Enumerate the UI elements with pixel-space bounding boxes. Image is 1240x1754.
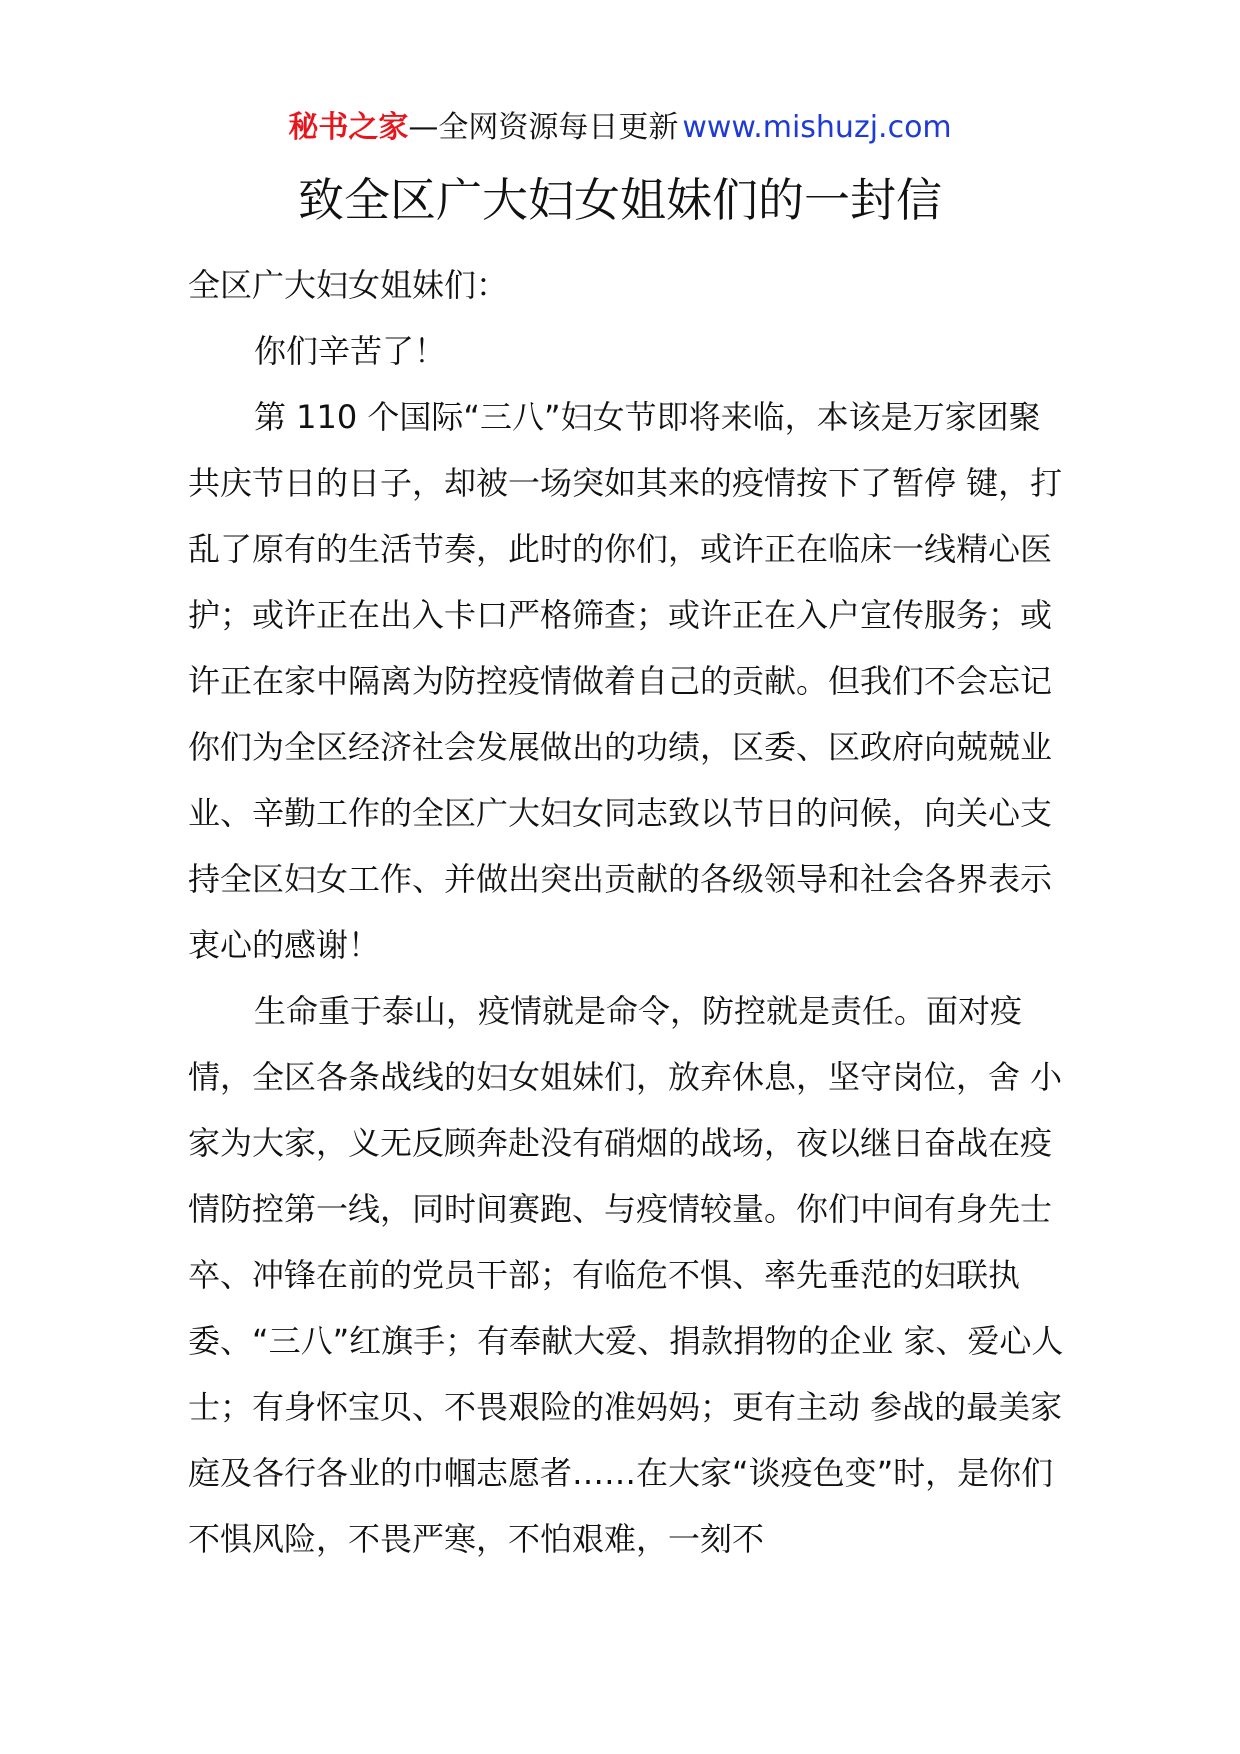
document-title: 致全区广大妇女姐妹们的一封信 <box>298 173 942 227</box>
brand-name: 秘书之家 <box>288 110 409 145</box>
letter-body <box>188 252 1068 1572</box>
paragraph-epidemic: 生命重于泰山，疫情就是命令，防控就是责任。面对疫情，全区各条战线的妇女姐妹们，放弃休息，坚守岗位，舍 小家为大家，义无反顾奔赴没有硝烟的战场，夜以继日奋战在疫情防控第一线，同时间赛跑、与疫情较量。你们中间有身先士卒、冲锋在前的党员干部；有临危不惧、率先垂范的妇联执委、“三八”红旗手；有奉献大爱、捐款捐物的企业 家、爱心人士；有身怀宝贝、不畏艰险的准妈妈；更有主动 参战的最美家庭及各行各业的巾帼志愿者……在大家“谈疫色变”时，是你们不惧风险，不畏严寒，不怕艰难，一刻不 <box>188 992 1064 1558</box>
site-url-link[interactable]: www.mishuzj.com <box>682 110 952 145</box>
letter-salutation: 全区广大妇女姐妹们： <box>188 266 509 304</box>
paragraph-womens-day: 第 110 个国际“三八”妇女节即将来临，本该是万家团聚共庆节日的日子，却被一场突如其来的疫情按下了暂停 键，打乱了原有的生活节奏，此时的你们，或许正在临床一线精心医护；或许正在出入卡口严格筛查；或许正在入户宣传服务；或许正在家中隔离为防控疫情做着自己的贡献。但我们不会忘记你们为全区经济社会发展做出的功绩，区委、区政府向兢兢业业、辛勤工作的全区广大妇女同志致以节日的问候，向关心支持全区妇女工作、并做出突出贡献的各级领导和社会各界表示衷心的感谢！ <box>188 398 1063 964</box>
paragraph-greeting: 你们辛苦了！ <box>254 332 447 370</box>
site-header <box>0 108 1240 148</box>
header-tagline: —全网资源每日更新 <box>408 110 679 145</box>
